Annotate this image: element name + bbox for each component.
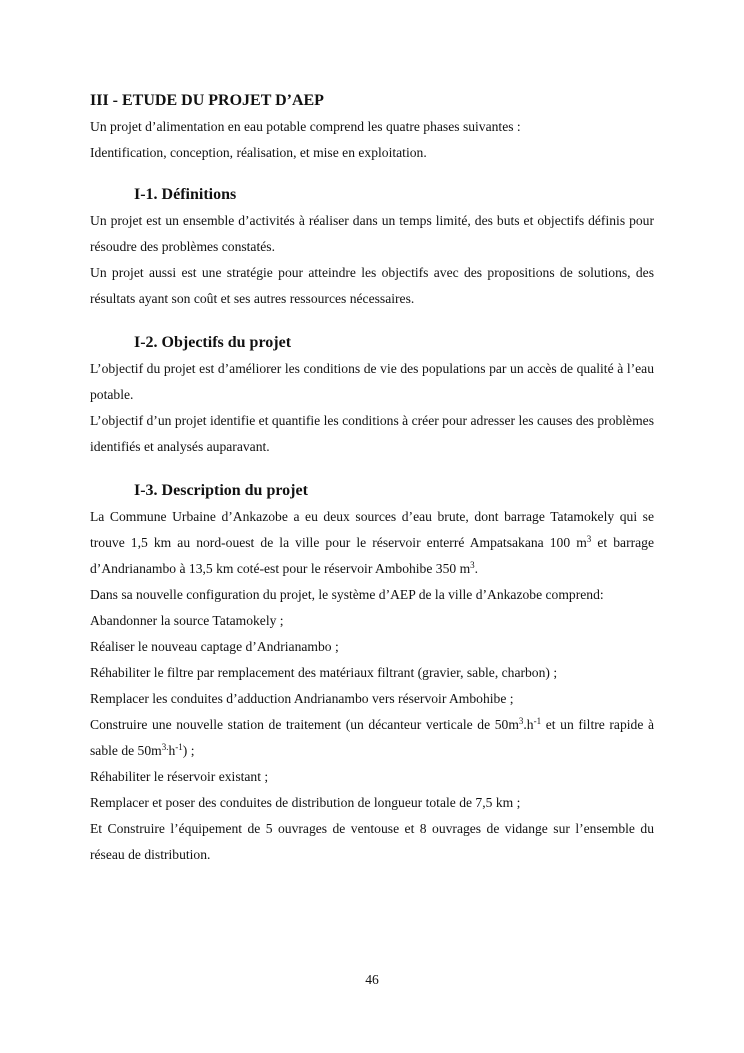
- intro-line-1: Un projet d’alimentation en eau potable comprend les quatre phases suivantes :: [90, 119, 521, 134]
- heading-objectives: I-2. Objectifs du projet: [134, 334, 292, 351]
- heading-definitions: I-1. Définitions: [134, 186, 237, 203]
- objectives-paragraph-2: L’objectif d’un projet identifie et quantifie les conditions à créer pour adresser les causes des problèmes identifiés et analysés auparavant.: [90, 413, 654, 454]
- description-paragraph-1: La Commune Urbaine d’Ankazobe a eu deux sources d’eau brute, dont barrage Tatamokely qui se trouve 1,5 km au nord-ouest de la ville pour le réservoir enterré Ampatsakana 100 $m^3$ et barrage d’Andrianambo à 13,5 km coté-est pour le réservoir Ambohibe 350 $m^3$.: [90, 509, 654, 576]
- definitions-paragraph-2: Un projet aussi est une stratégie pour atteindre les objectifs avec des propositions de solutions, des résultats ayant son coût et ses autres ressources nécessaires.: [90, 265, 654, 306]
- list-item: Abandonner la source Tatamokely ;: [90, 613, 284, 628]
- objectives-paragraph-1: L’objectif du projet est d’améliorer les conditions de vie des populations par un accès de qualité à l’eau potable.: [90, 361, 654, 402]
- page-number: 46: [365, 972, 379, 987]
- list-item: Réhabiliter le filtre par remplacement des matériaux filtrant (gravier, sable, charbon) ;: [90, 665, 558, 680]
- definitions-paragraph-1: Un projet est un ensemble d’activités à réaliser dans un temps limité, des buts et objectifs définis pour résoudre des problèmes constatés.: [90, 213, 654, 254]
- list-item: Réhabiliter le réservoir existant ;: [90, 769, 269, 784]
- list-item: Réaliser le nouveau captage d’Andrianambo ;: [90, 639, 339, 654]
- list-item-station: Construire une nouvelle station de traitement (un décanteur verticale de $50m^3.h^{-1}$ et un filtre rapide à sable de $50m^{3.}h^{-1}$) ;: [90, 716, 655, 758]
- list-item: Remplacer les conduites d’adduction Andrianambo vers réservoir Ambohibe ;: [90, 691, 514, 706]
- description-paragraph-2: Dans sa nouvelle configuration du projet, le système d’AEP de la ville d’Ankazobe comprend:: [90, 587, 604, 602]
- heading-description: I-3. Description du projet: [134, 482, 308, 499]
- document-page: [90, 88, 654, 868]
- intro-line-2: Identification, conception, réalisation, et mise en exploitation.: [90, 145, 427, 160]
- list-item: Remplacer et poser des conduites de distribution de longueur totale de 7,5 km ;: [90, 795, 521, 810]
- list-item: Et Construire l’équipement de 5 ouvrages de ventouse et 8 ouvrages de vidange sur l’ensemble du réseau de distribution.: [90, 821, 654, 862]
- section-title: III - ETUDE DU PROJET D’AEP: [90, 92, 324, 109]
